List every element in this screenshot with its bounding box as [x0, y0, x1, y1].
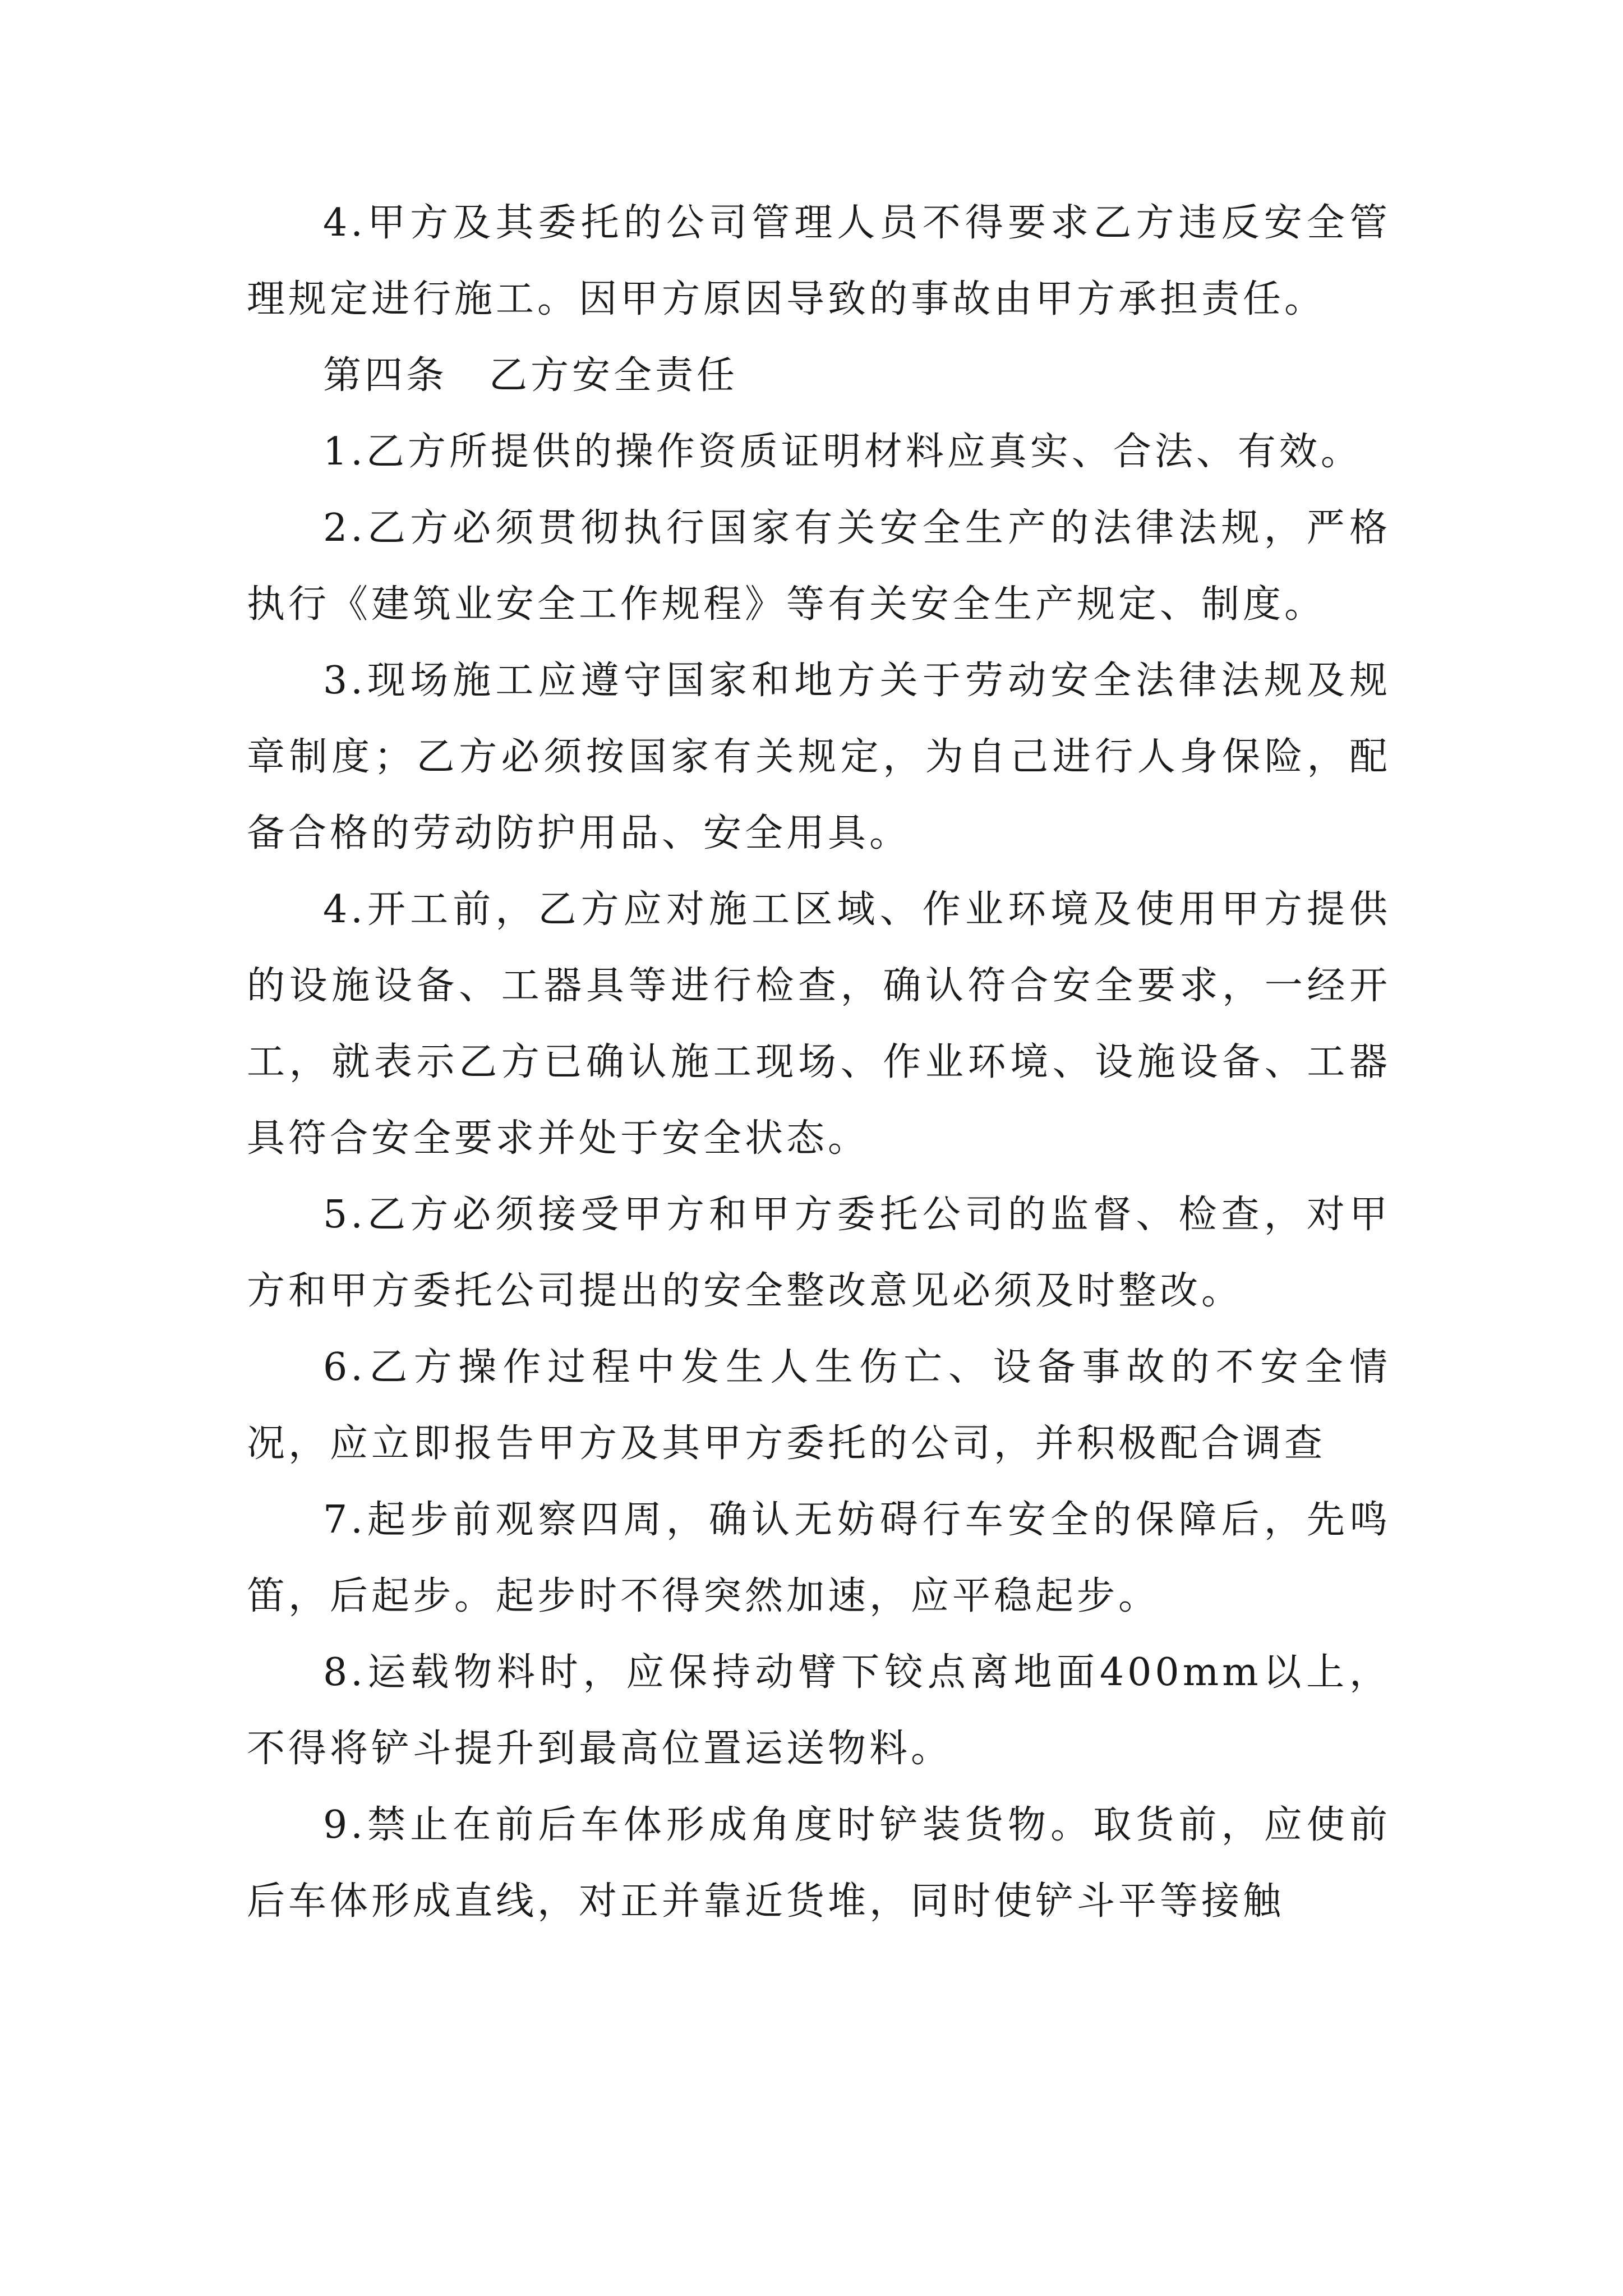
document-body [247, 185, 1391, 1940]
paragraph-item-8: 8.运载物料时，应保持动臂下铰点离地面400mm以上，不得将铲斗提升到最高位置运送物料。 [247, 1650, 1391, 1771]
paragraph-item-4: 4.开工前，乙方应对施工区域、作业环境及使用甲方提供的设施设备、工器具等进行检查，确认符合安全要求，一经开工，就表示乙方已确认施工现场、作业环境、设施设备、工器具符合安全要求并处于安全状态。 [247, 887, 1391, 1161]
section-heading-article-4: 第四条 乙方安全责任 [323, 353, 739, 398]
paragraph-item-1: 1.乙方所提供的操作资质证明材料应真实、合法、有效。 [323, 430, 1362, 474]
paragraph-item-6: 6.乙方操作过程中发生人生伤亡、设备事故的不安全情况，应立即报告甲方及其甲方委托的公司，并积极配合调查 [247, 1345, 1391, 1466]
paragraph-item-2: 2.乙方必须贯彻执行国家有关安全生产的法律法规，严格执行《建筑业安全工作规程》等有关安全生产规定、制度。 [247, 506, 1391, 627]
paragraph-clause-3-item-4: 4.甲方及其委托的公司管理人员不得要求乙方违反安全管理规定进行施工。因甲方原因导致的事故由甲方承担责任。 [247, 201, 1391, 321]
paragraph-item-5: 5.乙方必须接受甲方和甲方委托公司的监督、检查，对甲方和甲方委托公司提出的安全整改意见必须及时整改。 [247, 1193, 1391, 1313]
paragraph-item-9: 9.禁止在前后车体形成角度时铲装货物。取货前，应使前后车体形成直线，对正并靠近货堆，同时使铲斗平等接触 [247, 1803, 1391, 1924]
paragraph-item-3: 3.现场施工应遵守国家和地方关于劳动安全法律法规及规章制度；乙方必须按国家有关规定，为自己进行人身保险，配备合格的劳动防护用品、安全用具。 [247, 659, 1391, 855]
paragraph-item-7: 7.起步前观察四周，确认无妨碍行车安全的保障后，先鸣笛，后起步。起步时不得突然加速，应平稳起步。 [247, 1498, 1391, 1618]
